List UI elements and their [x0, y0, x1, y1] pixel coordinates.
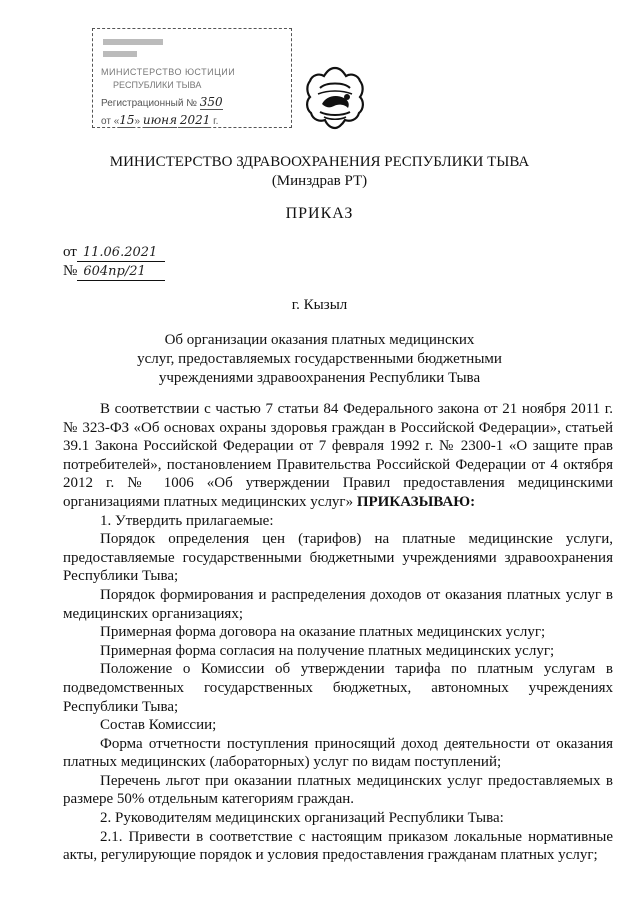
ministry-name: МИНИСТЕРСТВО ЗДРАВООХРАНЕНИЯ РЕСПУБЛИКИ ТЫВА: [109, 154, 530, 170]
stamp-line2: РЕСПУБЛИКИ ТЫВА: [113, 80, 202, 90]
subject-line: учреждениями здравоохранения Республики Тыва: [158, 370, 481, 386]
stamp-date-sep: »: [134, 116, 141, 127]
item-1-entry: Состав Комиссии;: [100, 717, 217, 734]
item-1-entry: Примерная форма согласия на получение платных медицинских услуг;: [100, 642, 555, 659]
city-name: г. Кызыл: [291, 297, 348, 313]
item-1-entry: Порядок формирования и распределения доходов от оказания платных услуг в медицинских организациях;: [63, 586, 613, 622]
item-1-entry: Форма отчетности поступления приносящий доход деятельности от оказания платных медицинских (лабораторных) услуг по видам поступлений;: [63, 735, 613, 771]
order-number-label: №: [63, 263, 78, 279]
stamp-reg-number: 350: [199, 95, 223, 109]
subject-line: Об организации оказания платных медицинских: [164, 332, 475, 348]
stamp-date-line: [101, 113, 218, 128]
order-date-line: [63, 244, 165, 262]
directive-word: ПРИКАЗЫВАЮ:: [356, 493, 476, 510]
stamp-reg-line: [101, 95, 223, 110]
item-1-entry: Положение о Комиссии об утверждении тарифа по платным услугам в подведомственных государственных бюджетных, автономных учреждениях Республики Тыва;: [63, 661, 613, 715]
order-date-label: от: [63, 244, 77, 260]
registration-stamp: [92, 28, 292, 128]
stamp-date-month: июня: [142, 113, 178, 127]
stamp-date-day: 15: [119, 113, 135, 127]
preamble-paragraph: [63, 400, 613, 512]
stamp-coat-bar: [103, 51, 137, 57]
preamble-text: В соответствии с частью 7 статьи 84 Федерального закона от 21 ноября 2011 г. № 323-ФЗ «Об основах охраны здоровья граждан в Российской Федерации», статьей 39.1 Закона Российской Федерации от 7 февраля 1992 г. № 2300-1 «О защите прав потребителей», постановлением Правительства Российской Федерации от 4 октября 2012 г. № 1006 «Об утверждении Правил предоставления медицинскими организациями платных медицинских услуг»: [63, 401, 613, 510]
item-2: 2. Руководителям медицинских организаций Республики Тыва:: [100, 810, 504, 827]
order-number-line: [63, 263, 165, 281]
order-title: ПРИКАЗ: [285, 205, 354, 222]
item-1-entry: Порядок определения цен (тарифов) на платные медицинские услуги, предоставляемые государственными бюджетными учреждениями здравоохранения Республики Тыва;: [63, 531, 613, 585]
stamp-date-prefix: от «: [101, 116, 120, 127]
order-body: [63, 400, 613, 865]
order-subject: [0, 331, 639, 388]
coat-of-arms-emblem-icon: [300, 64, 370, 134]
stamp-coat-bar: [103, 39, 163, 45]
ministry-short-name: (Минздрав РТ): [271, 173, 368, 189]
stamp-date-suffix: г.: [213, 116, 219, 127]
subject-line: услуг, предоставляемых государственными бюджетными: [137, 351, 502, 367]
item-2-1: 2.1. Привести в соответствие с настоящим приказом локальные нормативные акты, регулирующие порядок и условия предоставления гражданам платных услуг;: [63, 828, 613, 864]
stamp-date-year: 2021: [179, 113, 211, 127]
item-1: 1. Утвердить прилагаемые:: [100, 512, 274, 529]
item-1-entry: Перечень льгот при оказании платных медицинских услуг предоставляемых в размере 50% отдельным категориям граждан.: [63, 772, 613, 808]
stamp-reg-label: Регистрационный №: [101, 98, 197, 109]
item-1-entry: Примерная форма договора на оказание платных медицинских услуг;: [100, 624, 546, 641]
order-number-value: 604пр/21: [83, 264, 146, 279]
order-date-value: 11.06.2021: [82, 245, 158, 260]
stamp-line1: МИНИСТЕРСТВО ЮСТИЦИИ: [101, 67, 236, 77]
